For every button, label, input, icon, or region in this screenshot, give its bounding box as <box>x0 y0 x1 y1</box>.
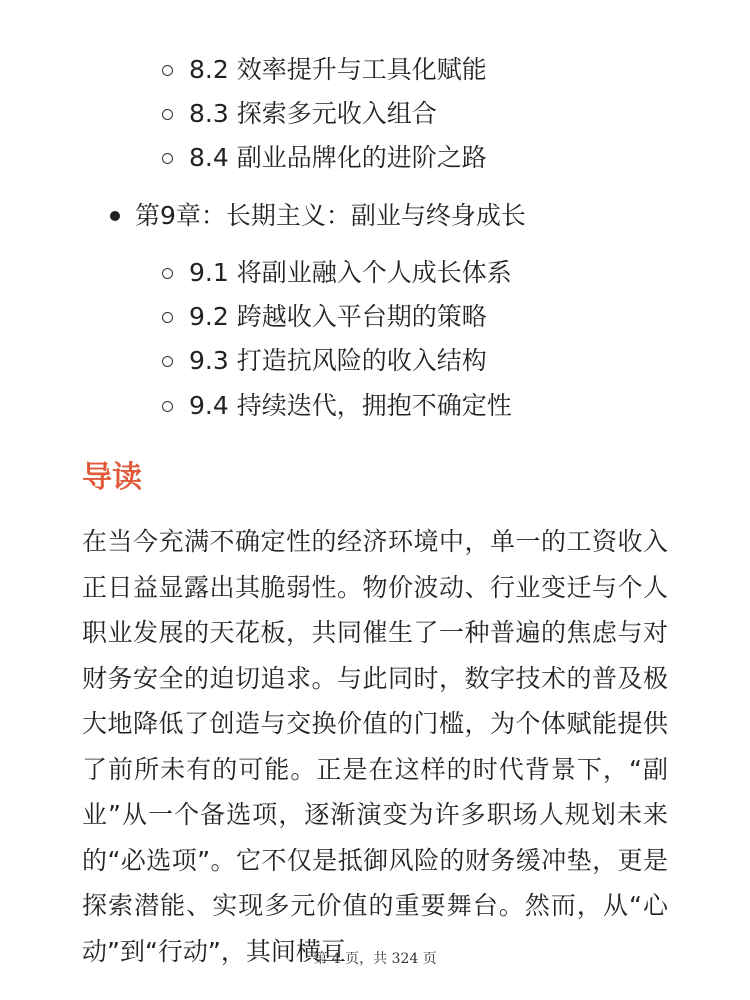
hollow-circle-bullet-icon <box>162 109 173 120</box>
intro-paragraph: 在当今充满不确定性的经济环境中，单一的工资收入正日益显露出其脆弱性。物价波动、行业变迁与个人职业发展的天花板，共同催生了一种普遍的焦虑与对财务安全的迫切追求。与此同时，数字技术的普及极大地降低了创造与交换价值的门槛，为个体赋能提供了前所未有的可能。正是在这样的时代背景下，“副业”从一个备选项，逐渐演变为许多职场人规划未来的“必选项”。它不仅是抵御风险的财务缓冲垫，更是探索潜能、实现多元价值的重要舞台。然而，从“心动”到“行动”，其间横亘 <box>82 527 668 966</box>
hollow-circle-bullet-icon <box>162 268 173 279</box>
toc-item-label: 9.3 打造抗风险的收入结构 <box>189 346 487 375</box>
page-indicator: 第 4 页，共 324 页 <box>313 951 437 967</box>
toc-item-label: 8.3 探索多元收入组合 <box>189 99 437 128</box>
toc-item-8-2[interactable] <box>162 50 487 90</box>
toc-item-9-1[interactable] <box>162 253 512 293</box>
filled-circle-bullet-icon <box>110 211 120 221</box>
hollow-circle-bullet-icon <box>162 401 173 412</box>
hollow-circle-bullet-icon <box>162 312 173 323</box>
toc-item-label: 9.4 持续迭代，拥抱不确定性 <box>189 391 512 420</box>
toc-chapter-9[interactable] <box>110 196 526 236</box>
hollow-circle-bullet-icon <box>162 65 173 76</box>
hollow-circle-bullet-icon <box>162 356 173 367</box>
toc-item-9-4[interactable] <box>162 386 512 426</box>
toc-item-9-3[interactable] <box>162 341 487 381</box>
toc-item-label: 9.2 跨越收入平台期的策略 <box>189 302 487 331</box>
toc-item-label: 8.4 副业品牌化的进阶之路 <box>189 143 487 172</box>
toc-item-8-4[interactable] <box>162 138 487 178</box>
section-heading: 导读 <box>82 460 142 495</box>
toc-item-label: 8.2 效率提升与工具化赋能 <box>189 55 487 84</box>
toc-item-label: 9.1 将副业融入个人成长体系 <box>189 258 512 287</box>
hollow-circle-bullet-icon <box>162 153 173 164</box>
toc-chapter-label: 第9章：长期主义：副业与终身成长 <box>135 201 526 230</box>
toc-item-8-3[interactable] <box>162 94 437 134</box>
toc-item-9-2[interactable] <box>162 297 487 337</box>
